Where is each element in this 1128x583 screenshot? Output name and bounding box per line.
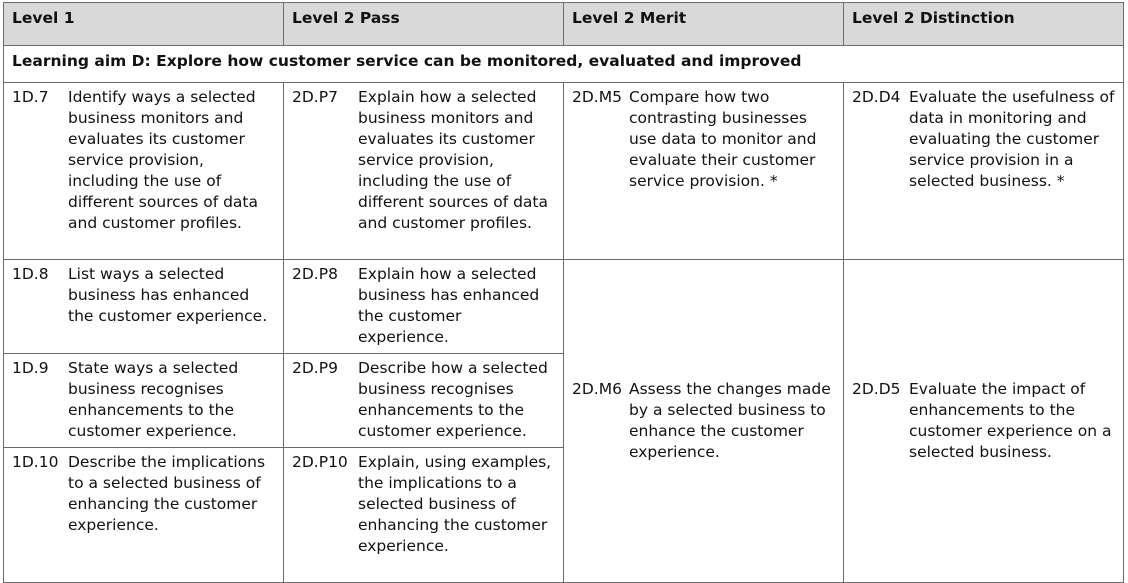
criterion-text: Explain how a selected business has enhanced the customer experience.: [358, 265, 540, 346]
criterion-text: Explain, using examples, the implications to a selected business of enhancing the customer experience.: [358, 453, 552, 555]
criterion-text: Evaluate the impact of enhancements to the customer experience on a selected business.: [909, 380, 1112, 461]
criterion-code: 1D.7: [12, 88, 49, 106]
criterion-code: 2D.D4: [852, 88, 901, 106]
criterion-text: Identify ways a selected business monitors and evaluates its customer service provision, including the use of different sources of data and customer profiles.: [68, 88, 259, 232]
criterion-text: List ways a selected business has enhanced the customer experience.: [68, 265, 268, 325]
criterion-text: Describe how a selected business recognises enhancements to the customer experience.: [358, 359, 548, 440]
table-row: [4, 260, 1124, 354]
criterion-code: 2D.P9: [292, 359, 338, 377]
learning-aim-title: Learning aim D: Explore how customer service can be monitored, evaluated and improved: [4, 46, 1124, 83]
header-level-1: Level 1: [4, 3, 284, 46]
header-level-2-distinction: Level 2 Distinction: [844, 3, 1124, 46]
criterion-code: 2D.M5: [572, 88, 622, 106]
criterion-cell: [4, 354, 284, 448]
header-level-2-merit: Level 2 Merit: [564, 3, 844, 46]
criterion-cell: [4, 83, 284, 260]
table-row: [4, 83, 1124, 260]
criterion-text: Evaluate the usefulness of data in monitoring and evaluating the customer service provision in a selected business. *: [909, 88, 1115, 190]
criterion-text: Compare how two contrasting businesses use data to monitor and evaluate their customer service provision. *: [629, 88, 817, 190]
criterion-cell-merged: [564, 260, 844, 583]
criterion-cell-merged: [844, 260, 1124, 583]
criterion-cell: [284, 448, 564, 583]
criterion-code: 2D.P10: [292, 453, 348, 471]
criterion-cell: [564, 83, 844, 260]
criterion-code: 2D.M6: [572, 380, 622, 398]
header-level-2-pass: Level 2 Pass: [284, 3, 564, 46]
criterion-text: Explain how a selected business monitors and evaluates its customer service provision, including the use of different sources of data and customer profiles.: [358, 88, 549, 232]
criterion-cell: [284, 83, 564, 260]
criterion-text: Assess the changes made by a selected business to enhance the customer experience.: [629, 380, 831, 461]
criterion-code: 2D.D5: [852, 380, 901, 398]
criterion-code: 1D.10: [12, 453, 59, 471]
criterion-cell: [4, 448, 284, 583]
criterion-code: 1D.9: [12, 359, 49, 377]
criterion-cell: [284, 354, 564, 448]
criterion-cell: [4, 260, 284, 354]
grading-criteria-table: [3, 2, 1124, 583]
criterion-code: 2D.P8: [292, 265, 338, 283]
criterion-text: State ways a selected business recognises enhancements to the customer experience.: [68, 359, 239, 440]
criterion-code: 2D.P7: [292, 88, 338, 106]
header-row: [4, 3, 1124, 46]
criterion-cell: [284, 260, 564, 354]
learning-aim-row: [4, 46, 1124, 83]
criterion-code: 1D.8: [12, 265, 49, 283]
criterion-cell: [844, 83, 1124, 260]
criterion-text: Describe the implications to a selected business of enhancing the customer experience.: [68, 453, 266, 534]
